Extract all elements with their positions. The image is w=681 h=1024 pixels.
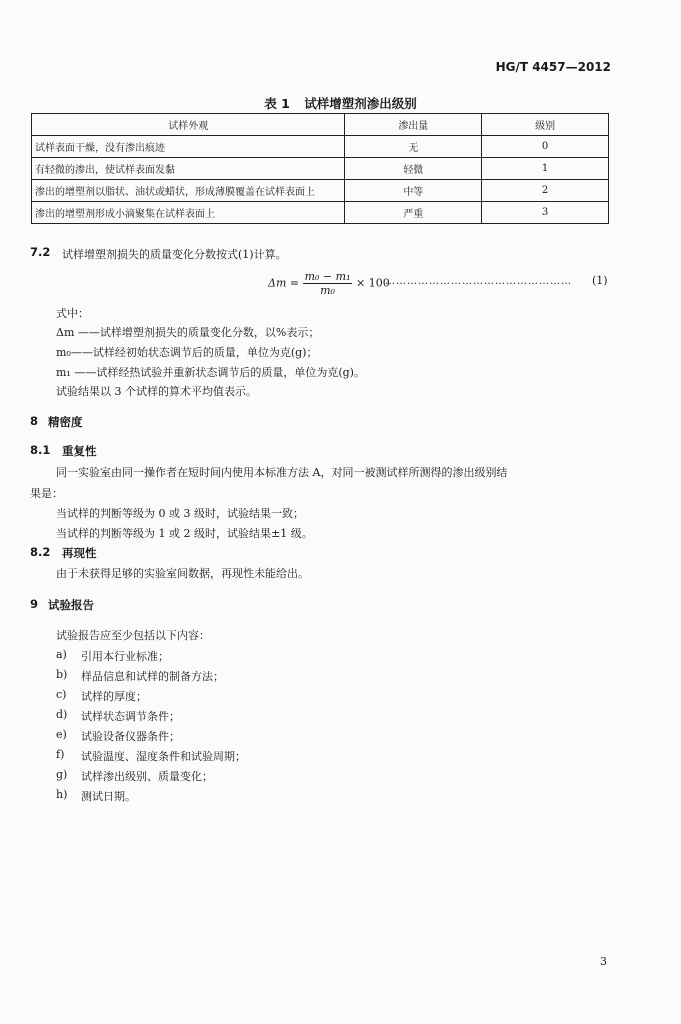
repeatability-line-2: 果是： xyxy=(30,487,63,500)
report-item-label: c) xyxy=(56,688,67,701)
page-number: 3 xyxy=(600,955,607,968)
definition-m1: m₁ ——试样经热试验并重新状态调节后的质量，单位为克(g)。 xyxy=(56,366,365,379)
report-item-text: 试验温度、湿度条件和试验周期； xyxy=(81,750,246,763)
table-row xyxy=(32,136,609,158)
formula-lhs: Δm = xyxy=(268,276,300,290)
bleeding-grade-table xyxy=(31,113,609,224)
section-8-number: 8 xyxy=(30,414,39,428)
repeatability-line-3: 当试样的判断等级为 0 或 3 级时，试验结果一致； xyxy=(56,507,304,520)
report-item-label: b) xyxy=(56,668,68,681)
formula-leader-dots: …………………………………………… xyxy=(385,276,572,287)
standard-number: HG/T 4457—2012 xyxy=(495,60,611,74)
cell-grade: 2 xyxy=(482,180,609,202)
report-item-label: g) xyxy=(56,768,68,781)
table-header-row xyxy=(32,114,609,136)
cell-appearance: 试样表面干燥，没有渗出痕迹 xyxy=(32,136,345,158)
report-item-label: f) xyxy=(56,748,65,761)
report-item-label: a) xyxy=(56,648,67,661)
table-row xyxy=(32,180,609,202)
table-row xyxy=(32,202,609,224)
report-item-text: 引用本行业标准； xyxy=(81,650,169,663)
formula-fraction xyxy=(303,270,353,297)
section-8-2-number: 8.2 xyxy=(30,545,51,559)
cell-grade: 0 xyxy=(482,136,609,158)
formula-multiplier: × 100 xyxy=(355,276,390,290)
definition-delta-m: Δm ——试样增塑剂损失的质量变化分数，以%表示； xyxy=(56,326,320,339)
report-intro: 试验报告应至少包括以下内容： xyxy=(56,629,210,642)
reproducibility-text: 由于未获得足够的实验室间数据，再现性未能给出。 xyxy=(56,567,309,580)
section-9-title: 试验报告 xyxy=(48,598,94,612)
table-caption xyxy=(0,94,681,112)
cell-appearance: 有轻微的渗出，使试样表面发黏 xyxy=(32,158,345,180)
section-7-2-number: 7.2 xyxy=(30,245,51,259)
cell-grade: 3 xyxy=(482,202,609,224)
report-item-label: h) xyxy=(56,788,68,801)
mass-change-formula xyxy=(268,270,390,297)
table-caption-title: 试样增塑剂渗出级别 xyxy=(304,96,417,111)
section-8-1-number: 8.1 xyxy=(30,443,51,457)
report-item-text: 试样状态调节条件； xyxy=(81,710,180,723)
section-8-1-title: 重复性 xyxy=(62,444,97,458)
section-8-title: 精密度 xyxy=(48,415,83,429)
where-label: 式中： xyxy=(56,307,89,320)
col-header-appearance: 试样外观 xyxy=(32,114,345,136)
col-header-grade: 级别 xyxy=(482,114,609,136)
section-9-number: 9 xyxy=(30,597,39,611)
repeatability-line-4: 当试样的判断等级为 1 或 2 级时，试验结果±1 级。 xyxy=(56,527,313,540)
report-item-text: 试样渗出级别、质量变化； xyxy=(81,770,213,783)
cell-appearance: 渗出的增塑剂形成小滴聚集在试样表面上 xyxy=(32,202,345,224)
section-8-2-title: 再现性 xyxy=(62,546,97,560)
cell-appearance: 渗出的增塑剂以脂状、油状或蜡状，形成薄膜覆盖在试样表面上 xyxy=(32,180,345,202)
table-row xyxy=(32,158,609,180)
repeatability-line-1: 同一实验室由同一操作者在短时间内使用本标准方法 A，对同一被测试样所测得的渗出级别结 xyxy=(56,466,508,479)
cell-amount: 中等 xyxy=(345,180,482,202)
formula-number: (1) xyxy=(592,274,608,287)
cell-amount: 无 xyxy=(345,136,482,158)
report-item-text: 样品信息和试样的制备方法； xyxy=(81,670,224,683)
report-item-label: e) xyxy=(56,728,67,741)
cell-amount: 严重 xyxy=(345,202,482,224)
report-item-label: d) xyxy=(56,708,68,721)
result-statement: 试验结果以 3 个试样的算术平均值表示。 xyxy=(56,385,257,398)
report-item-text: 测试日期。 xyxy=(81,790,136,803)
section-7-2-text: 试样增塑剂损失的质量变化分数按式(1)计算。 xyxy=(62,248,287,261)
report-item-text: 试样的厚度； xyxy=(81,690,147,703)
cell-amount: 轻微 xyxy=(345,158,482,180)
report-item-text: 试验设备仪器条件； xyxy=(81,730,180,743)
table-caption-number: 表 1 xyxy=(264,96,290,111)
formula-denominator: m₀ xyxy=(320,284,335,297)
col-header-amount: 渗出量 xyxy=(345,114,482,136)
definition-m0: m₀——试样经初始状态调节后的质量，单位为克(g)； xyxy=(56,346,318,359)
formula-numerator: m₀ − m₁ xyxy=(304,270,351,283)
cell-grade: 1 xyxy=(482,158,609,180)
